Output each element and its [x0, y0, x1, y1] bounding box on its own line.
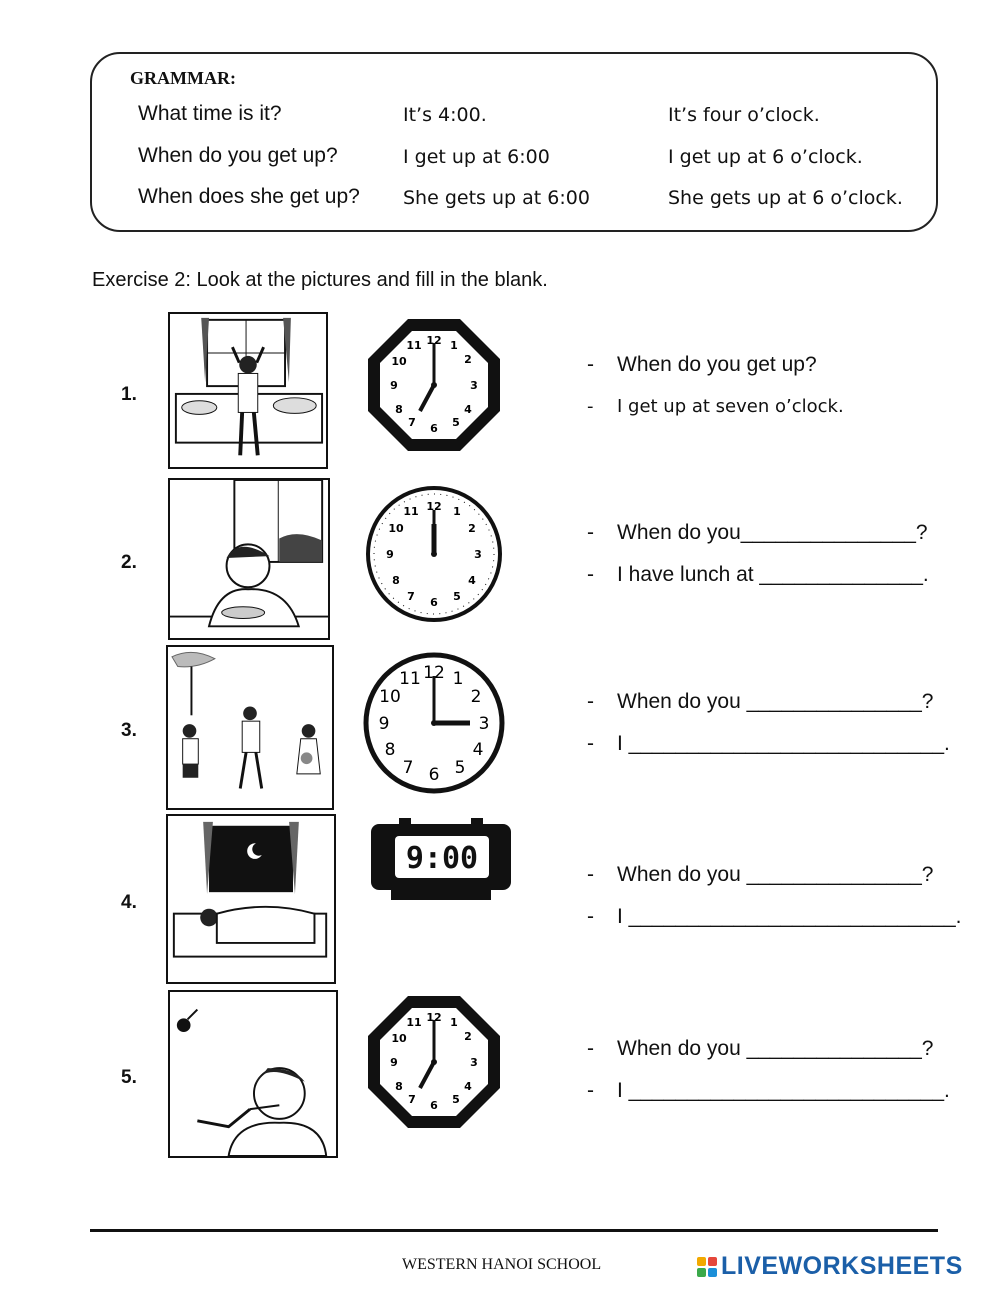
brand-name: LIVEWORKSHEETS	[721, 1252, 963, 1280]
svg-text:3: 3	[474, 548, 482, 561]
item-number: 2.	[121, 552, 137, 573]
grammar-box	[90, 52, 938, 232]
answer-line: - I ___________________________.	[587, 1079, 950, 1102]
brushing-teeth-picture	[168, 990, 338, 1158]
answer-line: - I ___________________________.	[587, 732, 950, 755]
item-number: 3.	[121, 720, 137, 741]
svg-text:11: 11	[399, 669, 421, 689]
grammar-answer-words: I get up at 6 o’clock.	[668, 146, 863, 168]
question-line: - When do you _______________?	[587, 1037, 934, 1060]
svg-text:6: 6	[428, 765, 440, 785]
svg-text:3: 3	[470, 379, 478, 392]
answer-line: - I get up at seven o’clock.	[587, 396, 844, 417]
octagon-clock-icon	[364, 992, 504, 1132]
octagon-clock-icon	[364, 315, 504, 455]
grammar-question: When do you get up?	[138, 144, 338, 167]
going-to-bed-picture	[166, 814, 336, 984]
grammar-answer-digits: She gets up at 6:00	[403, 187, 590, 209]
liveworksheets-icon	[697, 1257, 717, 1277]
svg-text:1: 1	[450, 1016, 458, 1029]
svg-text:10: 10	[391, 1032, 407, 1045]
liveworksheets-logo[interactable]	[697, 1252, 963, 1281]
waking-up-illustration	[170, 314, 326, 467]
svg-text:10: 10	[379, 687, 401, 707]
svg-text:3: 3	[470, 1056, 478, 1069]
eating-lunch-picture	[168, 478, 330, 640]
svg-text:8: 8	[392, 574, 400, 587]
svg-text:11: 11	[406, 1016, 422, 1029]
item-number: 4.	[121, 892, 137, 913]
exercise-title: Exercise 2: Look at the pictures and fill in the blank.	[92, 269, 548, 291]
playing-outside-illustration	[168, 647, 332, 808]
svg-text:2: 2	[468, 522, 476, 535]
svg-text:7: 7	[407, 590, 415, 603]
svg-text:12: 12	[423, 663, 445, 683]
school-name: WESTERN HANOI SCHOOL	[402, 1256, 602, 1273]
svg-text:9: 9	[390, 379, 398, 392]
svg-text:4: 4	[464, 403, 472, 416]
grammar-title: GRAMMAR:	[130, 68, 236, 88]
svg-text:5: 5	[454, 758, 466, 778]
svg-text:2: 2	[464, 1030, 472, 1043]
svg-text:5: 5	[452, 416, 460, 429]
svg-text:6: 6	[430, 1099, 438, 1112]
svg-text:7: 7	[408, 1093, 416, 1106]
answer-line: - I have lunch at ______________.	[587, 563, 929, 586]
grammar-answer-words: It’s four o’clock.	[668, 104, 820, 126]
item-number: 5.	[121, 1067, 137, 1088]
svg-text:11: 11	[406, 339, 422, 352]
question-line: - When do you _______________?	[587, 863, 934, 886]
question-line: - When do you get up?	[587, 353, 817, 376]
grammar-answer-words: She gets up at 6 o’clock.	[668, 187, 903, 209]
svg-text:1: 1	[450, 339, 458, 352]
svg-text:8: 8	[384, 740, 396, 760]
answer-line: - I ____________________________.	[587, 905, 962, 928]
svg-text:9:00: 9:00	[405, 841, 479, 876]
svg-text:10: 10	[391, 355, 407, 368]
svg-text:8: 8	[395, 403, 403, 416]
svg-text:9: 9	[390, 1056, 398, 1069]
svg-text:9: 9	[386, 548, 394, 561]
svg-text:4: 4	[472, 740, 484, 760]
grammar-answer-digits: It’s 4:00.	[403, 104, 487, 126]
svg-text:1: 1	[452, 669, 464, 689]
svg-text:5: 5	[452, 1093, 460, 1106]
question-line: - When do you _______________?	[587, 690, 934, 713]
item-number: 1.	[121, 384, 137, 405]
grammar-answer-digits: I get up at 6:00	[403, 146, 550, 168]
question-line: - When do you_______________?	[587, 521, 928, 544]
svg-text:8: 8	[395, 1080, 403, 1093]
wall-clock-icon	[364, 484, 504, 624]
going-to-bed-illustration	[168, 816, 334, 982]
svg-text:11: 11	[403, 505, 419, 518]
svg-text:7: 7	[402, 758, 414, 778]
svg-text:7: 7	[408, 416, 416, 429]
svg-text:12: 12	[426, 1011, 442, 1024]
svg-text:12: 12	[426, 500, 442, 513]
playing-outside-picture	[166, 645, 334, 810]
digital-alarm-clock-icon	[369, 818, 513, 902]
svg-text:9: 9	[378, 714, 390, 734]
svg-text:10: 10	[388, 522, 404, 535]
svg-text:12: 12	[426, 334, 442, 347]
svg-text:6: 6	[430, 422, 438, 435]
svg-text:3: 3	[478, 714, 490, 734]
svg-text:2: 2	[464, 353, 472, 366]
svg-text:2: 2	[470, 687, 482, 707]
wall-clock-icon	[362, 652, 506, 794]
grammar-question: What time is it?	[138, 102, 282, 125]
grammar-question: When does she get up?	[138, 185, 360, 208]
svg-text:1: 1	[453, 505, 461, 518]
footer-divider	[90, 1229, 938, 1232]
brushing-teeth-illustration	[170, 992, 336, 1156]
waking-up-picture	[168, 312, 328, 469]
svg-text:4: 4	[464, 1080, 472, 1093]
eating-lunch-illustration	[170, 480, 328, 638]
svg-text:5: 5	[453, 590, 461, 603]
svg-text:6: 6	[430, 596, 438, 609]
svg-text:4: 4	[468, 574, 476, 587]
